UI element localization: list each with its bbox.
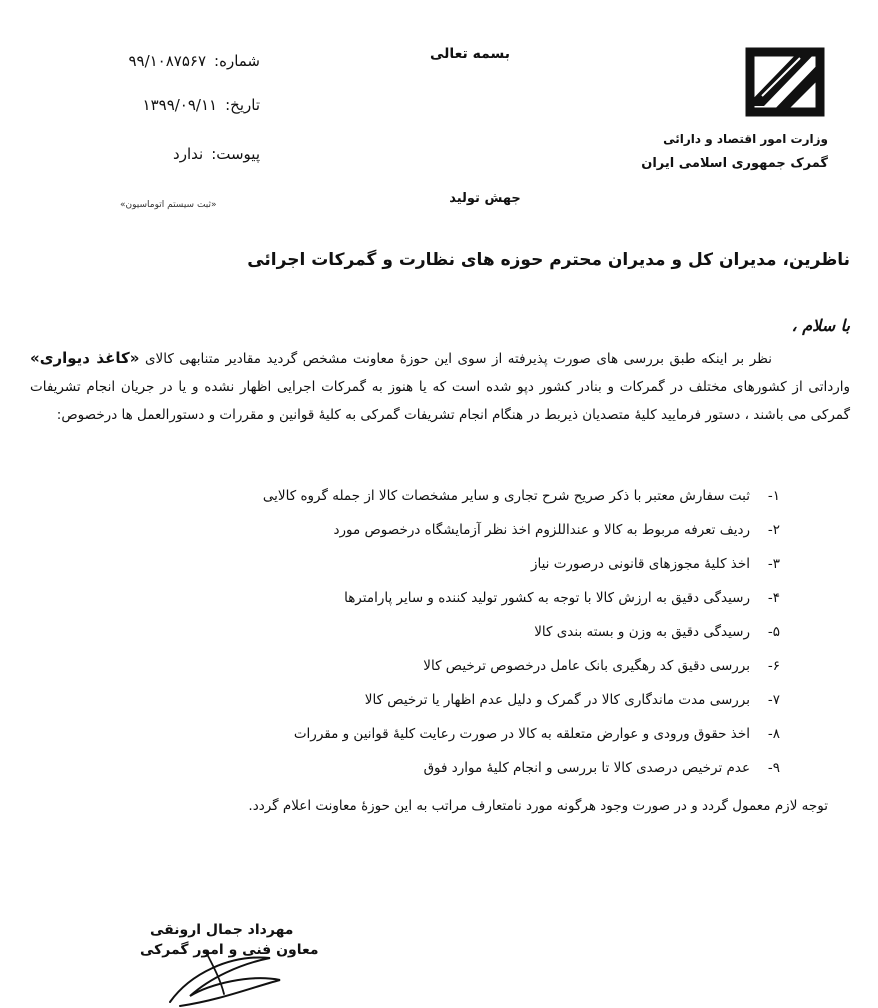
list-item-text: اخذ حقوق ورودی و عوارض متعلقه به کالا در صورت رعایت کلیۀ قوانین و مقررات bbox=[293, 726, 750, 742]
handwritten-signature bbox=[150, 944, 290, 1008]
list-item-text: اخذ کلیۀ مجوزهای قانونی درصورت نیاز bbox=[530, 556, 750, 572]
letter-attachment-value: ندارد bbox=[173, 145, 204, 163]
list-item bbox=[80, 688, 780, 722]
list-item-number: ۱- bbox=[767, 488, 780, 504]
list-item-text: ثبت سفارش معتبر با ذکر صریح شرح تجاری و سایر مشخصات کالا از جمله گروه کالایی bbox=[262, 488, 750, 504]
list-item-text: رسیدگی دقیق به وزن و بسته بندی کالا bbox=[534, 624, 750, 640]
list-item-number: ۶- bbox=[767, 658, 780, 674]
requirements-list bbox=[80, 484, 780, 790]
destination-label: جهش تولید bbox=[449, 191, 521, 206]
customs-logo-icon bbox=[742, 44, 828, 120]
list-item bbox=[80, 756, 780, 790]
list-item bbox=[80, 722, 780, 756]
signatory-name: مهرداد جمال ارونقی bbox=[150, 922, 294, 938]
list-item-number: ۲- bbox=[767, 522, 780, 538]
list-item bbox=[80, 518, 780, 552]
letter-date-label: تاریخ: bbox=[225, 96, 260, 114]
letter-date bbox=[80, 96, 260, 114]
body-text-part2: وارداتی از کشورهای مختلف در گمرکات و بنادر کشور دپو شده است که یا هنوز به گمرکات اجرایی اظهار نشده و یا در جریان انجام تشریفات گمرکی می باشند ، دستور فرمایید کلیۀ متصدیان ذیربط در هنگام انجام تشریفات گمرکی به کلیۀ قوانین و مقررات و دستورالعمل ها درخصوص: bbox=[30, 379, 850, 423]
list-item-number: ۹- bbox=[767, 760, 780, 776]
letter-date-value: ۱۳۹۹/۰۹/۱۱ bbox=[142, 96, 218, 114]
list-item-text: بررسی دقیق کد رهگیری بانک عامل درخصوص ترخیص کالا bbox=[423, 658, 750, 674]
list-item-text: عدم ترخیص درصدی کالا تا بررسی و انجام کلیۀ موارد فوق bbox=[423, 760, 750, 776]
customs-name: گمرک جمهوری اسلامی ایران bbox=[641, 156, 828, 171]
product-name: «کاغذ دیواری» bbox=[30, 349, 140, 367]
list-item bbox=[80, 654, 780, 688]
body-paragraph bbox=[30, 344, 850, 429]
system-note: «ثبت سیستم اتوماسیون» bbox=[120, 200, 217, 210]
list-item bbox=[80, 620, 780, 654]
letter-number-label: شماره: bbox=[214, 52, 260, 70]
letter-attachment bbox=[120, 145, 260, 163]
closing-sentence: توجه لازم معمول گردد و در صورت وجود هرگونه مورد نامتعارف مراتب به این حوزۀ معاونت اعلام گردد. bbox=[248, 798, 828, 814]
list-item bbox=[80, 586, 780, 620]
letter-attachment-label: پیوست: bbox=[211, 145, 260, 163]
list-item-number: ۸- bbox=[767, 726, 780, 742]
letter-number bbox=[80, 52, 260, 70]
list-item-text: رسیدگی دقیق به ارزش کالا با توجه به کشور تولید کننده و سایر پارامترها bbox=[344, 590, 750, 606]
list-item bbox=[80, 484, 780, 518]
recipient-line: ناظرین، مدیران کل و مدیران محترم حوزه های نظارت و گمرکات اجرائی bbox=[247, 250, 850, 270]
letter-number-value: ۹۹/۱۰۸۷۵۶۷ bbox=[128, 52, 207, 70]
list-item bbox=[80, 552, 780, 586]
list-item-number: ۳- bbox=[767, 556, 780, 572]
list-item-number: ۵- bbox=[767, 624, 780, 640]
signatory-title: معاون فنی و امور گمرکی bbox=[140, 942, 319, 958]
salutation: با سلام ، bbox=[791, 316, 850, 335]
ministry-name: وزارت امور اقتصاد و دارائی bbox=[663, 132, 828, 146]
list-item-text: ردیف تعرفه مربوط به کالا و عنداللزوم اخذ نظر آزمایشگاه درخصوص مورد bbox=[333, 522, 750, 538]
list-item-number: ۷- bbox=[767, 692, 780, 708]
list-item-text: بررسی مدت ماندگاری کالا در گمرک و دلیل عدم اظهار یا ترخیص کالا bbox=[364, 692, 750, 708]
bismillah: بسمه تعالی bbox=[429, 46, 511, 62]
list-item-number: ۴- bbox=[767, 590, 780, 606]
body-text-part1: نظر بر اینکه طبق بررسی های صورت پذیرفته از سوی این حوزۀ معاونت مشخص گردید مقادیر متنابهی کالای bbox=[144, 351, 772, 367]
